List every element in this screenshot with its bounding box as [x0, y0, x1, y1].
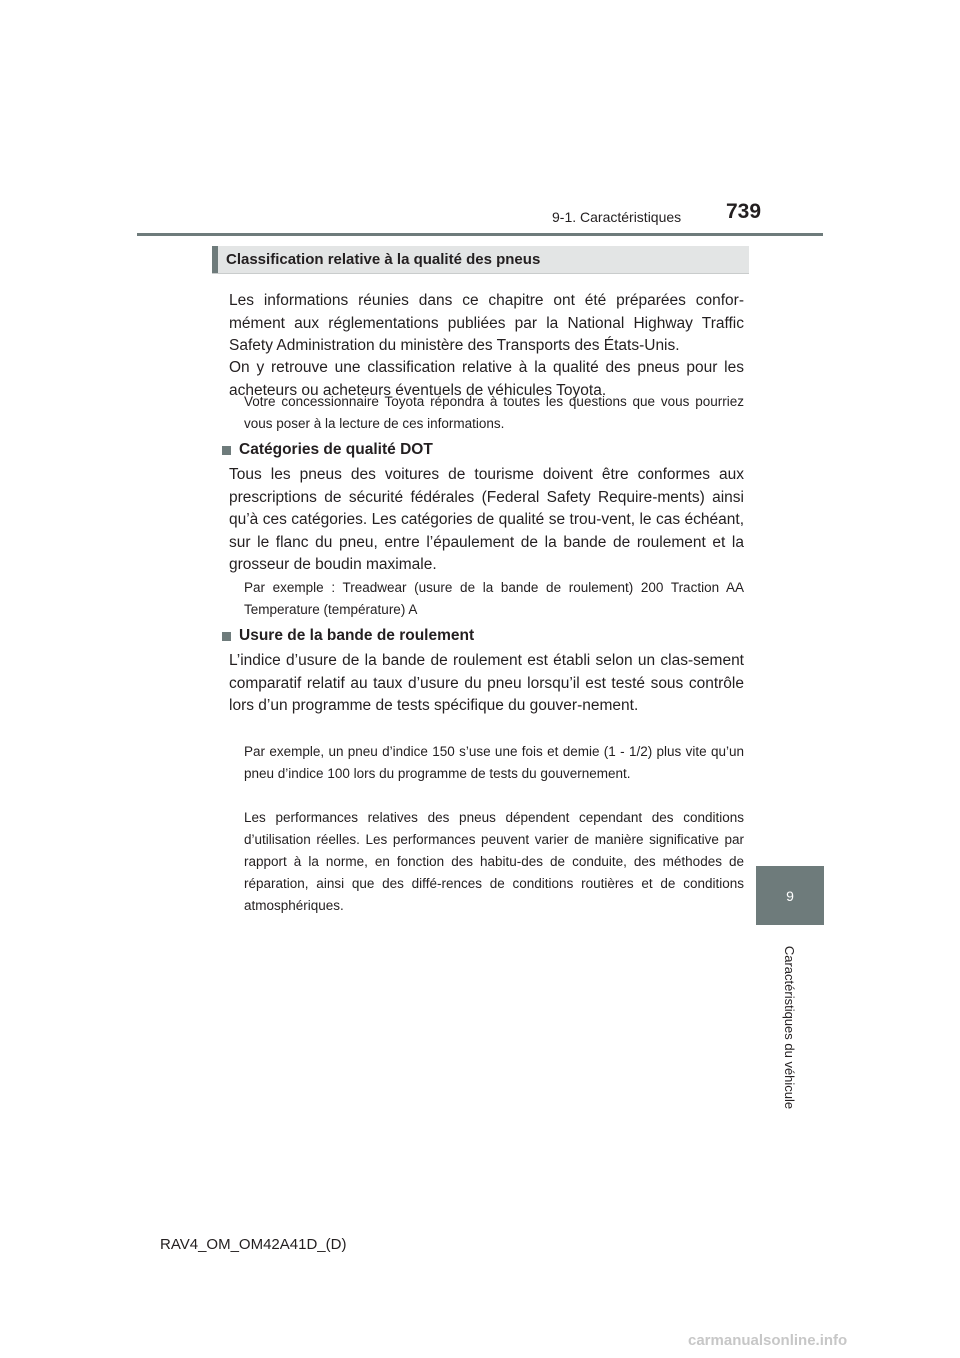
- square-bullet-icon: [222, 446, 231, 455]
- treadwear-note-2: Les performances relatives des pneus dépendent cependant des conditions d’utilisation réelles. Les performances peuvent varier de manière significative par rapport à la norme, en fonction des habitu-des de conduite, des méthodes de réparation, ainsi que des diffé-rences de conditions routières et de conditions atmosphériques.: [244, 810, 744, 913]
- intro-paragraph-1: Les informations réunies dans ce chapitre ont été préparées confor-mément aux réglementations publiées par la National Highway Traffic Safety Administration du ministère des Transports des États-Unis.: [229, 292, 744, 354]
- dot-heading-text: Catégories de qualité DOT: [239, 441, 433, 458]
- section-title-bar: [212, 246, 749, 274]
- section-title: Classification relative à la qualité des pneus: [226, 251, 541, 268]
- treadwear-note-1: Par exemple, un pneu d’indice 150 s’use une fois et demie (1 - 1/2) plus vite qu’un pneu d’indice 100 lors du programme de tests du gouvernement.: [244, 744, 744, 781]
- document-code: RAV4_OM_OM42A41D_(D): [160, 1236, 347, 1253]
- chapter-side-label: [756, 925, 824, 1130]
- section-accent-marker: [212, 246, 218, 273]
- dot-paragraph: Tous les pneus des voitures de tourisme doivent être conformes aux prescriptions de sécurité fédérales (Federal Safety Require-ments) ainsi qu’à ces catégories. Les catégories de qualité se trou-vent, le cas échéant, sur le flanc du pneu, entre l’épaulement de la bande de roulement et la grosseur de boudin maximale.: [229, 466, 744, 573]
- chapter-tab: [756, 866, 824, 925]
- dot-note: Par exemple : Treadwear (usure de la bande de roulement) 200 Traction AA Temperature (température) A: [244, 580, 744, 617]
- square-bullet-icon: [222, 632, 231, 641]
- dot-heading: [222, 441, 433, 459]
- watermark: carmanualsonline.info: [688, 1332, 848, 1349]
- header-divider: [137, 233, 823, 236]
- chapter-number: 9: [786, 887, 794, 904]
- header-section-title: 9-1. Caractéristiques: [552, 209, 682, 225]
- treadwear-heading-text: Usure de la bande de roulement: [239, 627, 475, 644]
- intro-paragraph-2: On y retrouve une classification relative à la qualité des pneus pour les acheteurs ou acheteurs éventuels de véhicules Toyota.: [229, 359, 744, 399]
- treadwear-heading: [222, 627, 474, 645]
- page-number: 739: [726, 200, 762, 223]
- intro-note: Votre concessionnaire Toyota répondra à toutes les questions que vous pourriez vous poser à la lecture de ces informations.: [244, 394, 744, 431]
- chapter-label: Caractéristiques du véhicule: [782, 945, 798, 1110]
- treadwear-paragraph: L’indice d’usure de la bande de roulement est établi selon un clas-sement comparatif relatif au taux d’usure du pneu lorsqu’il est testé sous contrôle lors d’un programme de tests spécifique du gouver-nement.: [229, 652, 744, 714]
